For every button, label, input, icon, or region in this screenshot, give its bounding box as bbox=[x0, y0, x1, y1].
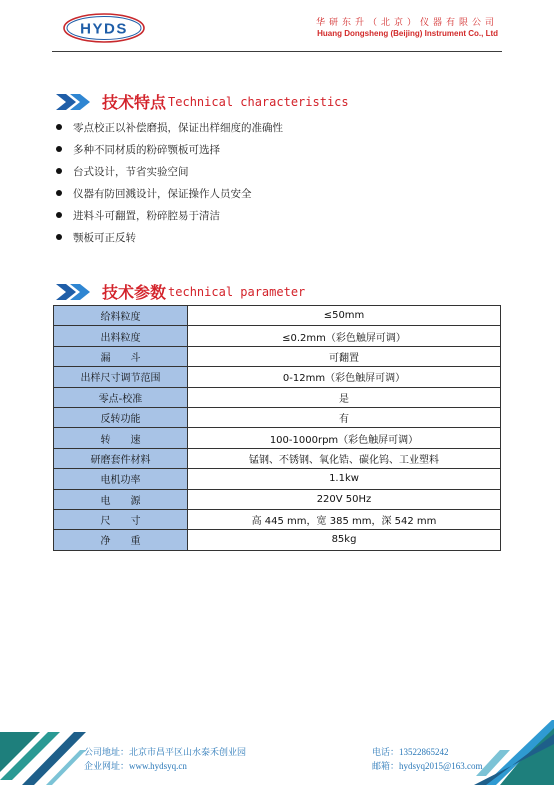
bullet-icon bbox=[56, 146, 62, 152]
feature-text: 进料斗可翻置，粉碎腔易于清洁 bbox=[73, 209, 220, 222]
list-item bbox=[56, 182, 283, 204]
list-item bbox=[56, 226, 283, 248]
param-value: 有 bbox=[188, 407, 501, 427]
svg-text:HYDS: HYDS bbox=[80, 20, 128, 38]
param-value: ≤0.2mm（彩色触屏可调） bbox=[188, 326, 501, 346]
table-row bbox=[54, 489, 501, 509]
features-list bbox=[56, 116, 283, 248]
footer-contact-right bbox=[372, 745, 483, 773]
double-chevron-icon bbox=[54, 92, 96, 112]
bullet-icon bbox=[56, 212, 62, 218]
bullet-icon bbox=[56, 124, 62, 130]
param-value: 100-1000rpm（彩色触屏可调） bbox=[188, 428, 501, 448]
parameter-table bbox=[53, 305, 501, 551]
param-value: 高 445 mm，宽 385 mm，深 542 mm bbox=[188, 509, 501, 529]
bullet-icon bbox=[56, 234, 62, 240]
params-title-cn: 技术参数 bbox=[102, 283, 167, 302]
param-value: 220V 50Hz bbox=[188, 489, 501, 509]
company-name-cn: 华研东升（北京）仪器有限公司 bbox=[315, 18, 498, 28]
table-row bbox=[54, 428, 501, 448]
feature-text: 多种不同材质的粉碎颚板可选择 bbox=[73, 143, 220, 156]
param-value: 锰钢、不锈钢、氧化锆、碳化钨、工业塑料 bbox=[188, 448, 501, 468]
table-row bbox=[54, 407, 501, 427]
hyds-logo bbox=[62, 12, 146, 44]
features-title-en: Technical characteristics bbox=[168, 94, 349, 109]
feature-text: 颚板可正反转 bbox=[73, 231, 136, 244]
param-label: 反转功能 bbox=[54, 407, 188, 427]
param-value: 85kg bbox=[188, 530, 501, 550]
param-value: 可翻置 bbox=[188, 346, 501, 366]
param-value: ≤50mm bbox=[188, 306, 501, 326]
table-row bbox=[54, 326, 501, 346]
table-row bbox=[54, 387, 501, 407]
features-title-cn: 技术特点 bbox=[102, 93, 167, 112]
param-label: 电 源 bbox=[54, 489, 188, 509]
param-label: 转 速 bbox=[54, 428, 188, 448]
param-label: 出料粒度 bbox=[54, 326, 188, 346]
param-label: 漏 斗 bbox=[54, 346, 188, 366]
param-label: 出样尺寸调节范围 bbox=[54, 367, 188, 387]
table-row bbox=[54, 530, 501, 550]
table-row bbox=[54, 448, 501, 468]
list-item bbox=[56, 160, 283, 182]
feature-text: 仪器有防回溅设计，保证操作人员安全 bbox=[73, 187, 252, 200]
features-heading bbox=[54, 90, 349, 113]
double-chevron-icon bbox=[54, 282, 96, 302]
param-label: 研磨套件材料 bbox=[54, 448, 188, 468]
param-label: 电机功率 bbox=[54, 469, 188, 489]
bullet-icon bbox=[56, 168, 62, 174]
param-value: 0-12mm（彩色触屏可调） bbox=[188, 367, 501, 387]
company-name bbox=[316, 18, 498, 39]
company-email[interactable]: 邮箱：hydsyq2015@163.com bbox=[372, 761, 483, 771]
table-row bbox=[54, 509, 501, 529]
params-heading bbox=[54, 280, 305, 303]
table-row bbox=[54, 367, 501, 387]
param-label: 给料粒度 bbox=[54, 306, 188, 326]
company-website[interactable]: 企业网址：www.hydsyq.cn bbox=[84, 761, 187, 771]
feature-text: 零点校正以补偿磨损，保证出样细度的准确性 bbox=[73, 121, 283, 134]
company-phone: 电话：13522865242 bbox=[372, 747, 449, 757]
footer-contact-left bbox=[84, 745, 246, 773]
table-row bbox=[54, 469, 501, 489]
list-item bbox=[56, 204, 283, 226]
table-row bbox=[54, 346, 501, 366]
company-address: 公司地址：北京市昌平区山水泰禾创业园 bbox=[84, 747, 247, 757]
feature-text: 台式设计，节省实验空间 bbox=[73, 165, 189, 178]
param-label: 净 重 bbox=[54, 530, 188, 550]
list-item bbox=[56, 138, 283, 160]
param-value: 1.1kw bbox=[188, 469, 501, 489]
header-divider bbox=[52, 51, 502, 52]
params-title-en: technical parameter bbox=[168, 284, 306, 299]
param-value: 是 bbox=[188, 387, 501, 407]
list-item bbox=[56, 116, 283, 138]
param-label: 尺 寸 bbox=[54, 509, 188, 529]
table-row bbox=[54, 306, 501, 326]
param-label: 零点-校准 bbox=[54, 387, 188, 407]
company-name-en: Huang Dongsheng (Beijing) Instrument Co., Ltd bbox=[317, 29, 498, 38]
bullet-icon bbox=[56, 190, 62, 196]
